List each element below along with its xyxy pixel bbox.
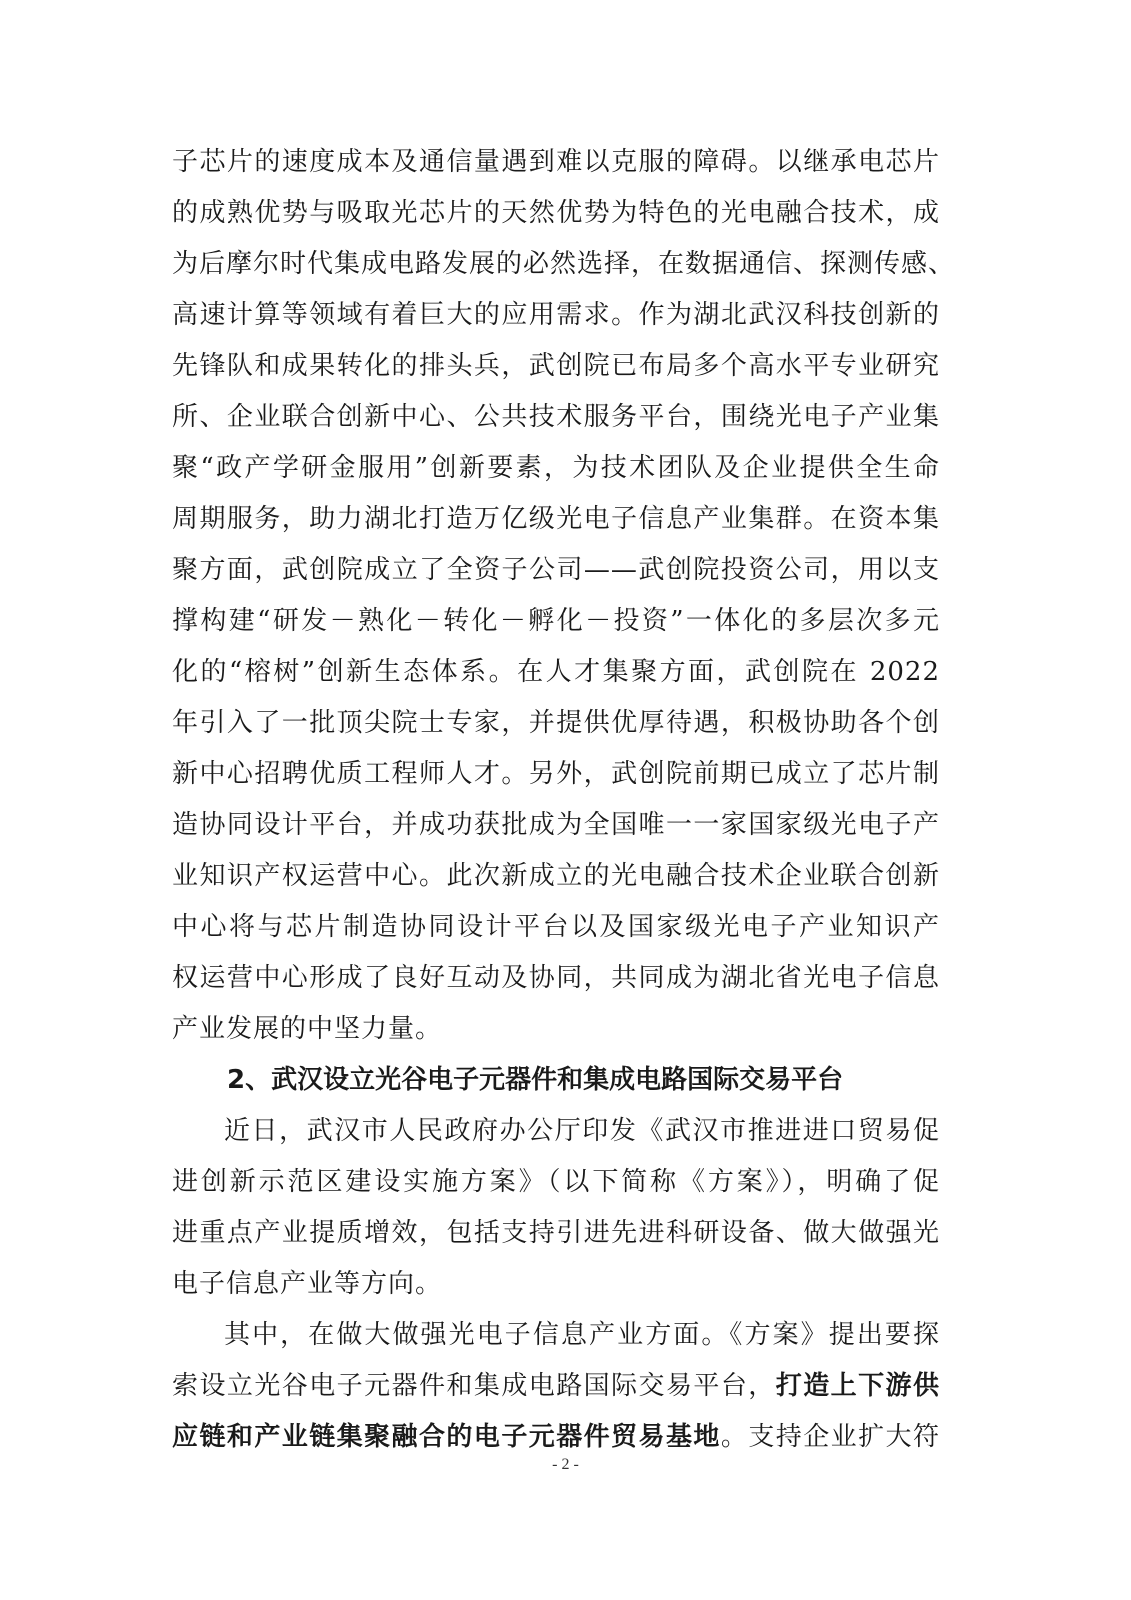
para1-line-14: 造协同设计平台，并成功获批成为全国唯一一家国家级光电子产 <box>172 810 940 840</box>
para1-line-18: 产业发展的中坚力量。 <box>172 1014 443 1044</box>
para3-line-3 <box>172 1417 940 1457</box>
para2-line-3: 进重点产业提质增效，包括支持引进先进科研设备、做大做强光 <box>172 1218 940 1248</box>
para3-line-2 <box>172 1366 940 1406</box>
para1-line-10: 撑构建“研发－熟化－转化－孵化－投资”一体化的多层次多元 <box>172 606 940 636</box>
para3-line-3-bold: 应链和产业链集聚融合的电子元器件贸易基地 <box>172 1422 721 1452</box>
para2-line-1: 近日，武汉市人民政府办公厅印发《武汉市推进进口贸易促 <box>224 1116 940 1146</box>
para1-line-9: 聚方面，武创院成立了全资子公司——武创院投资公司，用以支 <box>172 555 940 585</box>
para1-line-3: 为后摩尔时代集成电路发展的必然选择，在数据通信、探测传感、 <box>172 249 956 279</box>
para3-line-2-normal: 索设立光谷电子元器件和集成电路国际交易平台， <box>172 1371 776 1401</box>
para3-line-2-bold: 打造上下游供 <box>775 1371 940 1401</box>
para2-line-4: 电子信息产业等方向。 <box>172 1269 443 1299</box>
para1-line-5: 先锋队和成果转化的排头兵，武创院已布局多个高水平专业研究 <box>172 351 940 381</box>
para1-line-12: 年引入了一批顶尖院士专家，并提供优厚待遇，积极协助各个创 <box>172 708 940 738</box>
para2-line-2: 进创新示范区建设实施方案》（以下简称《方案》），明确了促 <box>172 1167 940 1197</box>
para1-line-1: 子芯片的速度成本及通信量遇到难以克服的障碍。以继承电芯片 <box>172 147 940 177</box>
para1-line-13: 新中心招聘优质工程师人才。另外，武创院前期已成立了芯片制 <box>172 759 940 789</box>
para1-line-4: 高速计算等领域有着巨大的应用需求。作为湖北武汉科技创新的 <box>172 300 940 330</box>
para1-line-7: 聚“政产学研金服用”创新要素，为技术团队及企业提供全生命 <box>172 453 940 483</box>
para1-line-2: 的成熟优势与吸取光芯片的天然优势为特色的光电融合技术，成 <box>172 198 940 228</box>
para3-line-1: 其中，在做大做强光电子信息产业方面。《方案》提出要探 <box>224 1320 940 1350</box>
para1-line-16: 中心将与芯片制造协同设计平台以及国家级光电子产业知识产 <box>172 912 940 942</box>
para1-line-17: 权运营中心形成了良好互动及协同，共同成为湖北省光电子信息 <box>172 963 940 993</box>
para1-line-11: 化的“榕树”创新生态体系。在人才集聚方面，武创院在 2022 <box>172 657 940 687</box>
page-number: - 2 - <box>552 1456 579 1473</box>
para1-line-8: 周期服务，助力湖北打造万亿级光电子信息产业集群。在资本集 <box>172 504 940 534</box>
para1-line-15: 业知识产权运营中心。此次新成立的光电融合技术企业联合创新 <box>172 861 940 891</box>
para1-line-6: 所、企业联合创新中心、公共技术服务平台，围绕光电子产业集 <box>172 402 940 432</box>
section-heading: 2、武汉设立光谷电子元器件和集成电路国际交易平台 <box>227 1065 844 1095</box>
para3-line-3-normal: 。支持企业扩大符 <box>720 1422 940 1452</box>
